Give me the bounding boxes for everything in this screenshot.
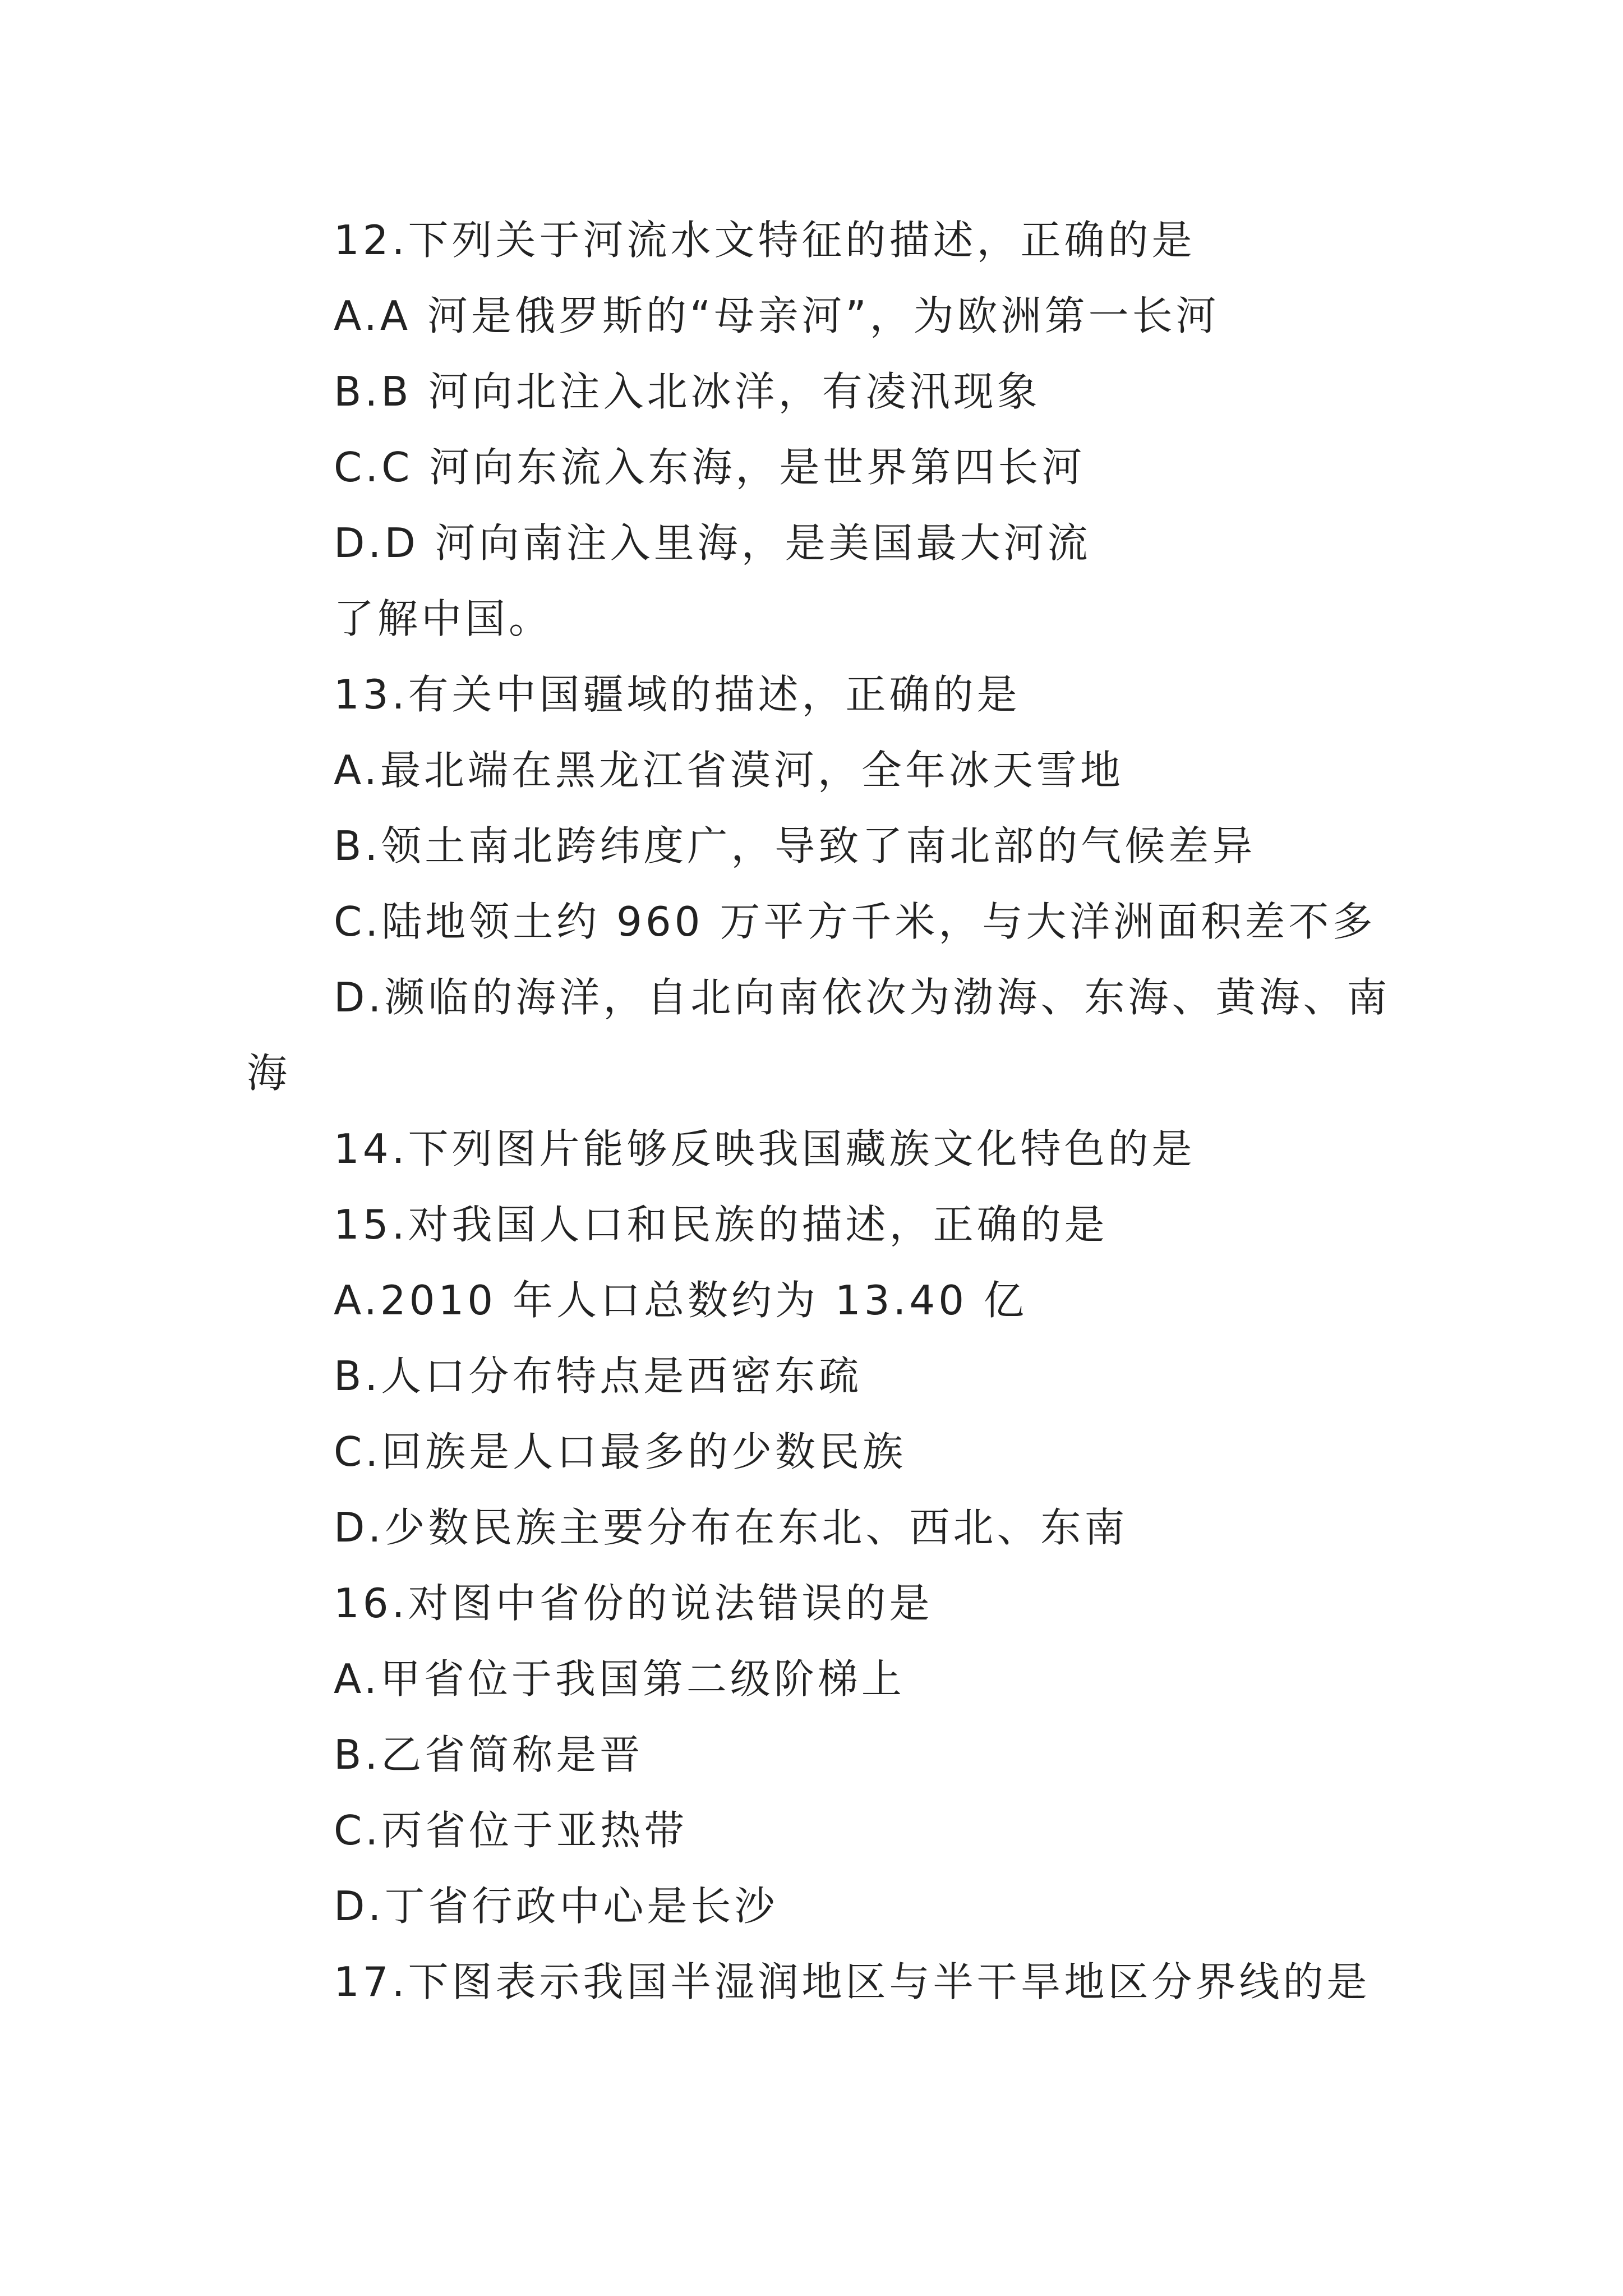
q15-option-c: C.回族是人口最多的少数民族 (334, 1428, 907, 1475)
q16-option-d: D.丁省行政中心是长沙 (334, 1883, 778, 1930)
q16-option-c: C.丙省位于亚热带 (334, 1807, 688, 1854)
q16-option-a: A.甲省位于我国第二级阶梯上 (334, 1655, 905, 1703)
q15-option-d: D.少数民族主要分布在东北、西北、东南 (334, 1504, 1128, 1551)
question-16: 16.对图中省份的说法错误的是 (334, 1580, 933, 1627)
q15-option-b: B.人口分布特点是西密东疏 (334, 1352, 863, 1400)
q12-option-a: A.A 河是俄罗斯的“母亲河”，为欧洲第一长河 (334, 292, 1220, 339)
q13-option-b: B.领土南北跨纬度广，导致了南北部的气候差异 (334, 822, 1256, 869)
question-14: 14.下列图片能够反映我国藏族文化特色的是 (334, 1125, 1196, 1172)
q15-option-a: A.2010 年人口总数约为 13.40 亿 (334, 1277, 1027, 1324)
q12-option-c: C.C 河向东流入东海，是世界第四长河 (334, 444, 1086, 491)
q12-option-b: B.B 河向北注入北冰洋，有凌汛现象 (334, 368, 1041, 415)
q13-option-a: A.最北端在黑龙江省漠河，全年冰天雪地 (334, 747, 1124, 794)
q16-option-b: B.乙省简称是晋 (334, 1731, 644, 1778)
q13-option-c: C.陆地领土约 960 万平方千米，与大洋洲面积差不多 (334, 898, 1376, 945)
question-12: 12.下列关于河流水文特征的描述，正确的是 (334, 217, 1196, 264)
q13-option-d-continued: 海 (247, 1050, 291, 1097)
section-intro: 了解中国。 (334, 595, 553, 642)
q12-option-d: D.D 河向南注入里海，是美国最大河流 (334, 519, 1091, 567)
question-15: 15.对我国人口和民族的描述，正确的是 (334, 1201, 1108, 1248)
question-13: 13.有关中国疆域的描述，正确的是 (334, 671, 1021, 718)
q13-option-d: D.濒临的海洋，自北向南依次为渤海、东海、黄海、南 (334, 974, 1391, 1021)
question-17: 17.下图表示我国半湿润地区与半干旱地区分界线的是 (334, 1958, 1371, 2005)
